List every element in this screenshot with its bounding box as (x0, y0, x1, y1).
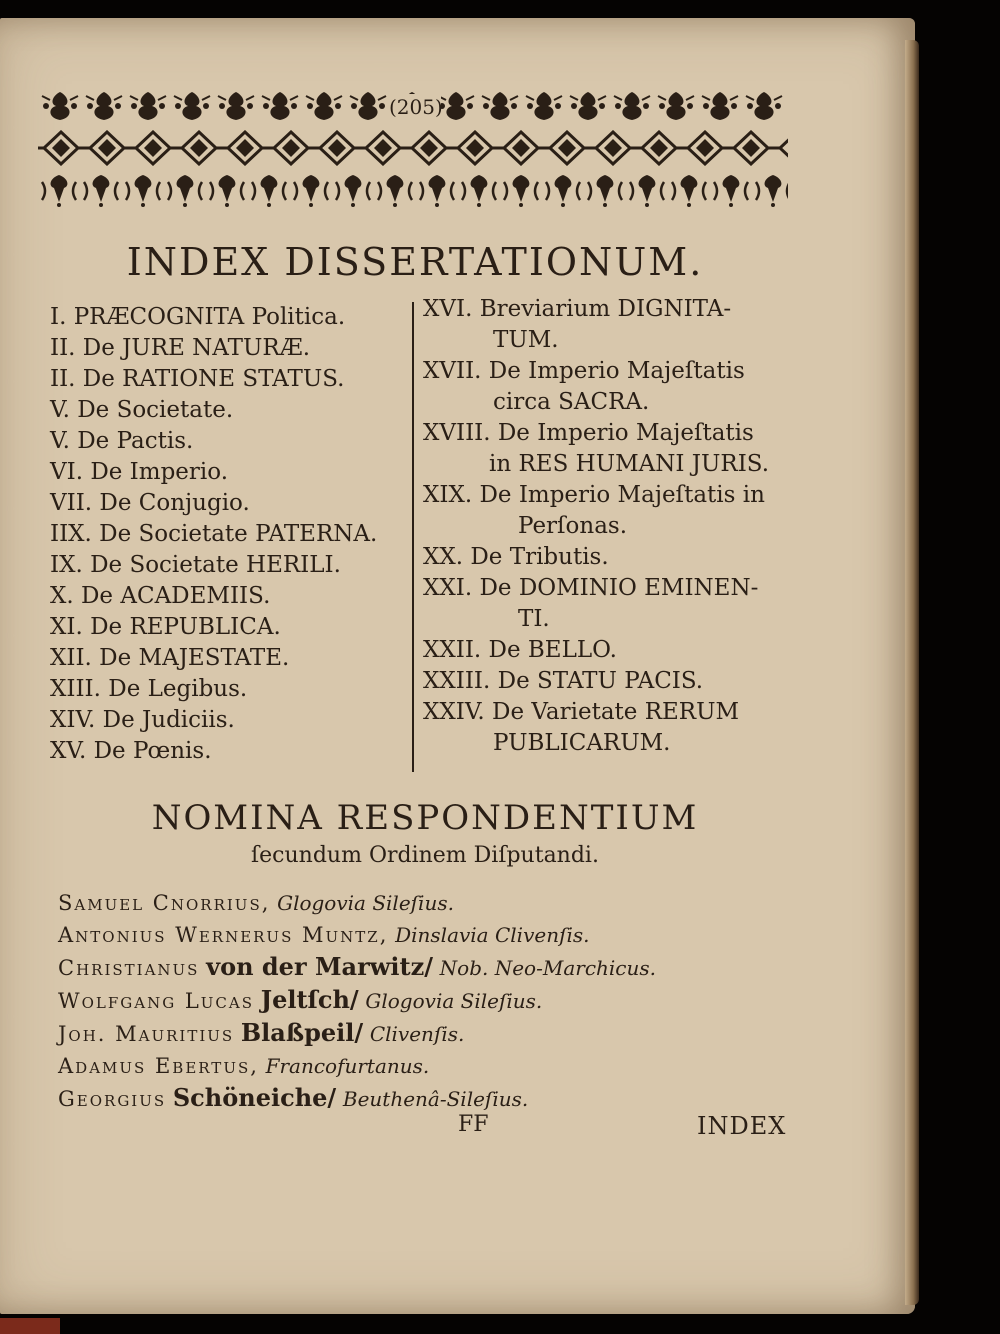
index-entry: VII. De Conjugio. (50, 490, 250, 516)
index-entry: XII. De MAJESTATE. (50, 645, 290, 671)
respondent-name: Samuel Cnorrius, (58, 891, 271, 915)
index-entry: XX. De Tributis. (423, 544, 609, 570)
index-entry: XI. De REPUBLICA. (50, 614, 281, 640)
index-entry-continuation: circa SACRA. (493, 389, 650, 415)
respondent-name: Joh. Mauritius (58, 1022, 235, 1046)
index-entry: XXIV. De Varietate RERUM (423, 699, 740, 725)
respondent-gothic-name: von der Marwitz/ (206, 952, 433, 981)
index-left-column (50, 302, 410, 767)
respondent-name: Georgius (58, 1087, 167, 1111)
respondent-gothic-name: Jeltſch/ (260, 985, 359, 1014)
binding-edge (0, 1318, 60, 1334)
respondent-name: Wolfgang Lucas (58, 989, 255, 1013)
ornament-band-bottom (38, 172, 788, 208)
index-entry: II. De JURE NATURÆ. (50, 335, 311, 361)
catchword: INDEX (697, 1112, 787, 1140)
respondent-name: Christianus (58, 956, 200, 980)
index-entry: XXI. De DOMINIO EMINEN- (423, 575, 759, 601)
index-entry: XVI. Breviarium DIGNITA- (423, 296, 732, 322)
index-entry: II. De RATIONE STATUS. (50, 366, 345, 392)
index-entry: X. De ACADEMIIS. (50, 583, 271, 609)
respondents-subtitle: ſecundum Ordinem Diſputandi. (251, 843, 599, 868)
index-entry-continuation: TUM. (493, 327, 559, 353)
page-edge (905, 40, 919, 1305)
respondent-row (58, 1017, 818, 1050)
respondent-row (58, 984, 818, 1017)
index-entry: XVIII. De Imperio Majeſtatis (423, 420, 754, 446)
index-entry: XV. De Pœnis. (50, 738, 212, 764)
index-entry: XIX. De Imperio Majeſtatis in (423, 482, 765, 508)
respondent-gothic-name: Schöneiche/ (172, 1083, 337, 1112)
index-entry: XXII. De BELLO. (423, 637, 617, 663)
index-entry-continuation: TI. (518, 606, 550, 632)
respondent-origin: Dinslavia Clivenſis. (395, 923, 590, 947)
index-right-column (423, 294, 803, 759)
respondent-row (58, 1082, 818, 1115)
signature-mark: FF (458, 1112, 489, 1137)
respondent-row (58, 919, 818, 951)
index-entry: VI. De Imperio. (50, 459, 229, 485)
respondent-row (58, 951, 818, 984)
respondent-row (58, 1050, 818, 1082)
ornament-band-middle (38, 130, 788, 166)
respondent-name: Adamus Ebertus, (58, 1054, 259, 1078)
respondents-title: NOMINA RESPONDENTIUM (151, 798, 699, 838)
respondent-gothic-name: Blaßpeil/ (240, 1018, 364, 1047)
respondent-origin: Francofurtanus. (265, 1054, 430, 1078)
respondent-origin: Clivenſis. (369, 1022, 465, 1046)
respondent-origin: Glogovia Sileſius. (277, 891, 454, 915)
index-entry: XVII. De Imperio Majeſtatis (423, 358, 745, 384)
column-divider (412, 302, 414, 772)
index-entry: XIII. De Legibus. (50, 676, 248, 702)
index-entry: I. PRÆCOGNITA Politica. (50, 304, 346, 330)
index-entry: V. De Societate. (50, 397, 234, 423)
respondent-origin: Nob. Neo-Marchicus. (439, 956, 656, 980)
respondents-list (58, 887, 818, 1115)
index-entry: IIX. De Societate PATERNA. (50, 521, 378, 547)
respondent-name: Antonius Wernerus Muntz, (58, 923, 389, 947)
page-number: (205) (389, 95, 443, 119)
respondent-origin: Glogovia Sileſius. (365, 989, 543, 1013)
index-entry-continuation: Perſonas. (518, 513, 628, 539)
index-entry: IX. De Societate HERILI. (50, 552, 341, 578)
respondent-origin: Beuthenâ-Sileſius. (342, 1087, 529, 1111)
index-entry-continuation: PUBLICARUM. (493, 730, 671, 756)
index-entry: XXIII. De STATU PACIS. (423, 668, 704, 694)
index-title: INDEX DISSERTATIONUM. (126, 240, 704, 284)
index-entry: V. De Pactis. (50, 428, 194, 454)
respondent-row (58, 887, 818, 919)
index-entry-continuation: in RES HUMANI JURIS. (489, 451, 770, 477)
index-entry: XIV. De Judiciis. (50, 707, 235, 733)
